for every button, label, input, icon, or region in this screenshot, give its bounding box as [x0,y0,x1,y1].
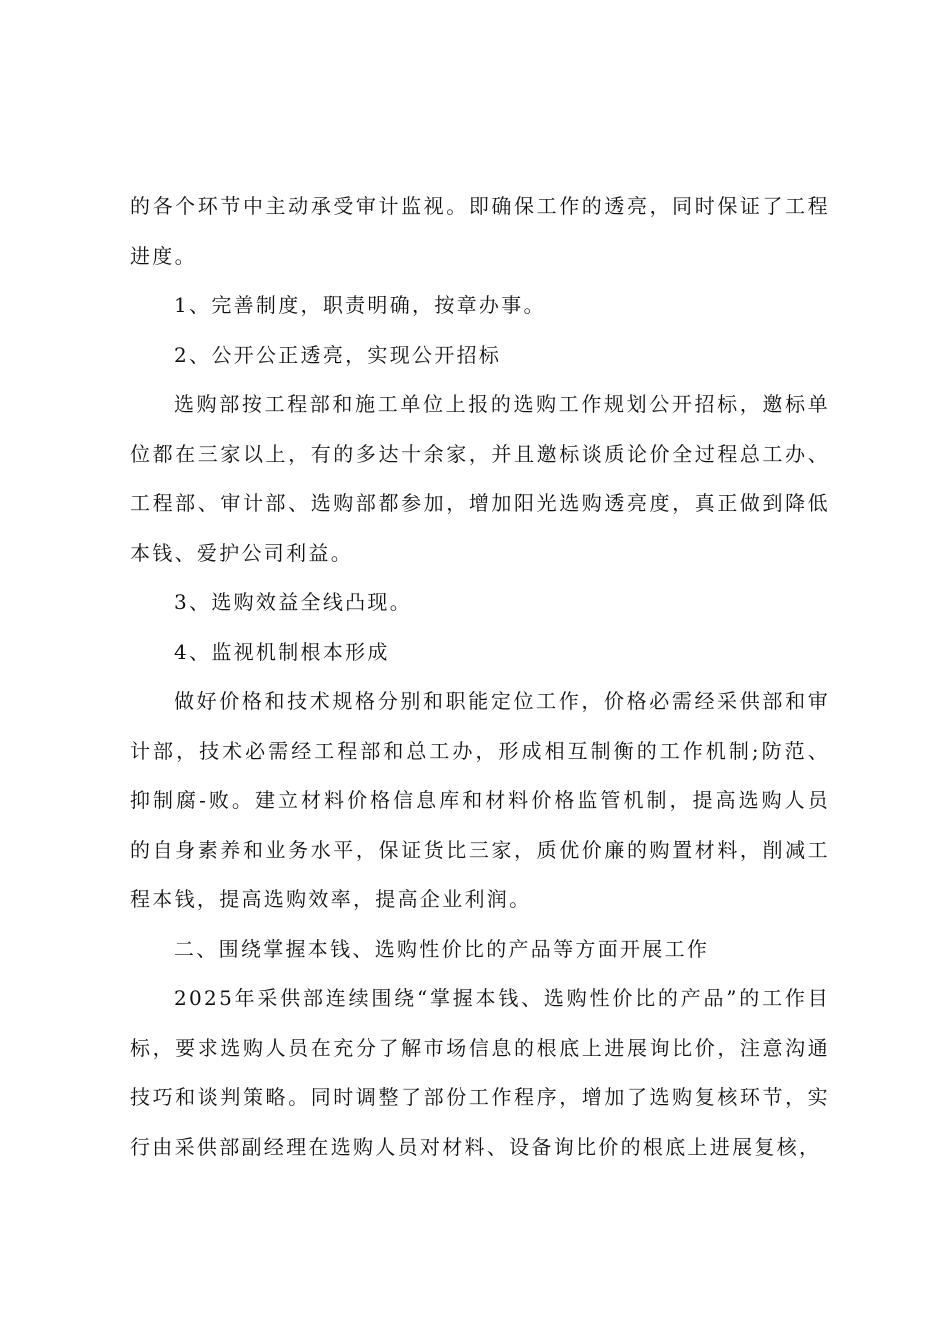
paragraph-4: 选购部按工程部和施工单位上报的选购工作规划公开招标，邀标单位都在三家以上，有的多达十余家，并且邀标谈质论价全过程总工办、工程部、审计部、选购部都参加，增加阳光选购透亮度，真正做到降低本钱、爱护公司利益。 [130,392,830,565]
paragraph-9: 2025年采供部连续围绕“掌握本钱、选购性价比的产品”的工作目标，要求选购人员在充分了解市场信息的根底上进展询比价，注意沟通技巧和谈判策略。同时调整了部份工作程序，增加了选购复核环节，实行由采供部副经理在选购人员对材料、设备询比价的根底上进展复核， [130,986,830,1159]
document-body [130,182,830,1172]
paragraph-7: 做好价格和技术规格分别和职能定位工作，价格必需经采供部和审计部，技术必需经工程部和总工办，形成相互制衡的工作机制;防范、抑制腐-败。建立材料价格信息库和材料价格监管机制，提高选购人员的自身素养和业务水平，保证货比三家，质优价廉的购置材料，削减工程本钱，提高选购效率，提高企业利润。 [130,689,830,911]
paragraph-6: 4、监视机制根本形成 [174,639,390,664]
paragraph-8: 二、围绕掌握本钱、选购性价比的产品等方面开展工作 [174,936,710,961]
paragraph-2: 1、完善制度，职责明确，按章办事。 [174,293,546,317]
paragraph-5: 3、选购效益全线凸现。 [174,590,413,614]
paragraph-1: 的各个环节中主动承受审计监视。即确保工作的透亮，同时保证了工程进度。 [130,194,830,268]
paragraph-3: 2、公开公正透亮，实现公开招标 [174,342,502,367]
